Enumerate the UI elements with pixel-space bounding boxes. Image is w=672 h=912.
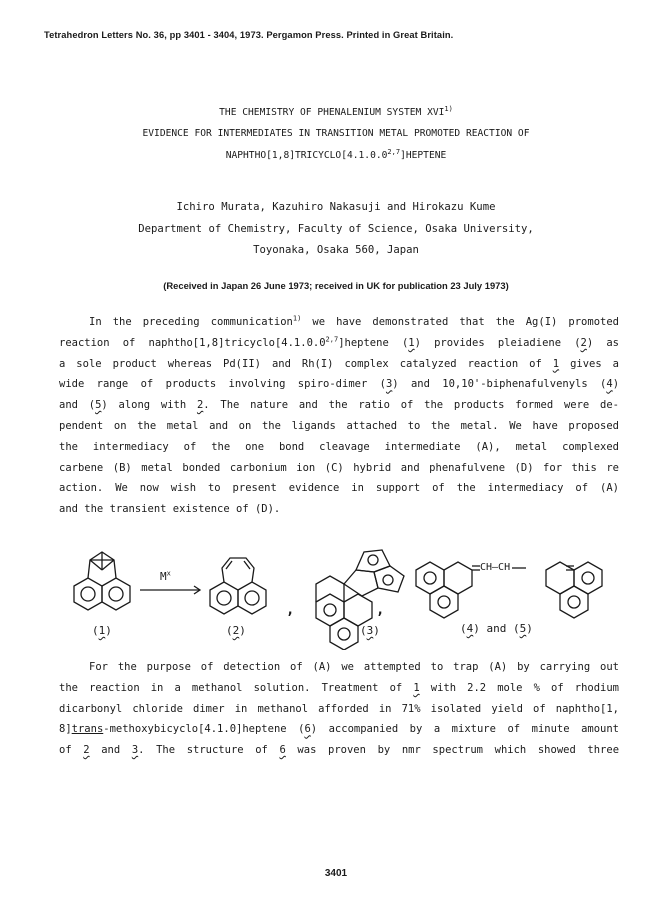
- label-2: (2): [226, 624, 246, 637]
- label-1: (1): [92, 624, 112, 637]
- title-line-2: EVIDENCE FOR INTERMEDIATES IN TRANSITION METAL PROMOTED REACTION OF: [142, 128, 530, 139]
- label-4-and-5: (4) and (5): [460, 622, 533, 635]
- p2-line-1: For the purpose of detection of (A) we attempted to trap (A) by carrying out: [89, 661, 619, 673]
- p1-line-7: the intermediacy of the one bond cleavage intermediate (A), metal complexed: [59, 440, 619, 453]
- title-text: THE CHEMISTRY OF PHENALENIUM SYSTEM XVI: [219, 107, 445, 118]
- page-number: 3401: [324, 868, 348, 879]
- p1-line-10: and the transient existence of (D).: [59, 503, 281, 516]
- p1-line-6: pendent on the metal and on the ligands attached to the metal. We have proposed: [59, 419, 619, 432]
- title-l3-a: NAPHTHO[1,8]TRICYCLO[4.1.0.0: [225, 150, 388, 161]
- structures-figure: [60, 540, 620, 650]
- p2-line-2: the reaction in a methanol solution. Treatment of 1 with 2.2 mole % of rhodium: [59, 681, 619, 694]
- affiliation-line-1: Department of Chemistry, Faculty of Science, Osaka University,: [138, 223, 534, 235]
- title-l3-b: ]HEPTENE: [400, 150, 447, 161]
- title-ref: 1): [444, 104, 453, 113]
- p2-line-3: dicarbonyl chloride dimer in methanol afforded in 71% isolated yield of naphtho[1,: [59, 702, 619, 715]
- p1-line-3: a sole product whereas Pd(II) and Rh(I) complex catalyzed reaction of 1 gives a: [59, 357, 620, 370]
- comma-2: ,: [376, 602, 385, 618]
- received-dates: (Received in Japan 26 June 1973; received in UK for publication 23 July 1973): [163, 280, 509, 291]
- reagent-label: $M^x$: [160, 569, 171, 583]
- p1-line-9: action. We now wish to present evidence in support of the intermediacy of (A): [59, 482, 619, 495]
- paragraph-2: [59, 657, 619, 761]
- p1-line-5: and (5) along with 2. The nature and the ratio of the products formed were de-: [59, 399, 619, 412]
- title-l3-sup: 2,7: [387, 147, 401, 156]
- reaction-scheme: [60, 540, 620, 650]
- p1-line-8: carbene (B) metal bonded carbonium ion (C) hybrid and phenafulvene (D) for this re: [59, 461, 619, 474]
- structure-2: [210, 558, 266, 614]
- running-head: Tetrahedron Letters No. 36, pp 3401 - 3404, 1973. Pergamon Press. Printed in Great Britain.: [44, 30, 454, 40]
- comma-1: ,: [286, 602, 295, 618]
- bridge-label: CH—CH: [480, 562, 511, 573]
- paragraph-1: [59, 312, 619, 520]
- affiliation-line-2: Toyonaka, Osaka 560, Japan: [253, 244, 419, 256]
- p2-line-4: 8]trans-methoxybicyclo[4.1.0]heptene (6) accompanied by a mixture of minute amount: [59, 723, 619, 736]
- p1-line-1: In the preceding communication$^{1)}$ we have demonstrated that the Ag(I) promoted: [89, 314, 619, 328]
- p2-line-5: of 2 and 3. The structure of 6 was proven by nmr spectrum which showed three: [59, 744, 620, 757]
- authors: Ichiro Murata, Kazuhiro Nakasuji and Hirokazu Kume: [176, 201, 496, 213]
- title-line-3: [0, 147, 672, 161]
- structure-1: [74, 552, 130, 610]
- p1-line-4: wide range of products involving spiro-dimer (3) and 10,10'-biphenafulvenyls (4): [59, 378, 620, 391]
- label-3: (3): [360, 624, 380, 637]
- title-line-1: [0, 104, 672, 118]
- p1-line-2: reaction of naphtho[1,8]tricyclo[4.1.0.0$^{2,7}$]heptene (1) provides pleiadiene (2) as: [59, 335, 619, 349]
